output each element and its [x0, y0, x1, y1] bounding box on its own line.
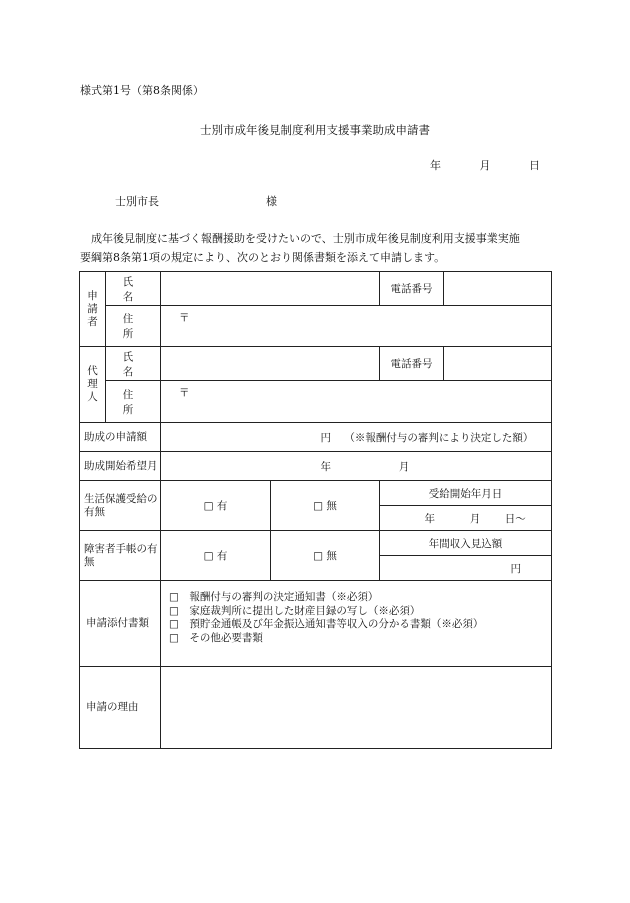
date-year: 年	[430, 159, 441, 172]
docs-checklist	[161, 581, 552, 667]
agent-label: 代理人	[80, 347, 106, 423]
body-line-2: 要綱第8条第1項の規定により、次のとおり関係書類を添えて申請します。	[80, 251, 446, 264]
reason-field[interactable]	[161, 667, 552, 749]
amount-field[interactable]	[161, 423, 552, 452]
agent-phone-label: 電話番号	[380, 347, 444, 381]
applicant-phone-label: 電話番号	[380, 272, 444, 306]
doc-item-1[interactable]: □ 報酬付与の審判の決定通知書（※必須）	[169, 591, 379, 603]
date-month: 月	[479, 159, 491, 172]
postal-mark: 〒	[179, 312, 190, 324]
form-number: 様式第1号（第8条関係）	[80, 84, 204, 97]
welfare-year: 年	[424, 512, 436, 525]
doc-item-2[interactable]: □ 家庭裁判所に提出した財産目録の写し（※必須）	[169, 604, 421, 617]
application-table	[79, 271, 552, 749]
postal-mark: 〒	[179, 387, 190, 399]
welfare-start-field[interactable]	[380, 506, 552, 531]
applicant-name-field[interactable]	[161, 272, 380, 306]
disability-label: 障害者手帳の有無	[80, 531, 161, 581]
welfare-label: 生活保護受給の有無	[80, 481, 161, 531]
date-line	[430, 157, 540, 173]
welfare-day: 日～	[504, 512, 526, 525]
income-label: 年間収入見込額	[380, 531, 552, 556]
addressee-name: 士別市長	[115, 195, 159, 208]
welfare-none-checkbox[interactable]: □ 無	[271, 481, 380, 531]
applicant-address-field[interactable]	[161, 306, 552, 347]
start-month: 月	[398, 460, 410, 473]
income-field[interactable]	[380, 556, 552, 581]
welfare-month: 月	[469, 512, 481, 525]
doc-item-3[interactable]: □ 預貯金通帳及び年金振込通知書等収入の分かる書類（※必須）	[169, 618, 484, 630]
start-year: 年	[320, 460, 331, 473]
agent-name-label: 氏 名	[106, 347, 161, 381]
disability-has-checkbox[interactable]: □ 有	[161, 531, 271, 581]
agent-address-label: 住 所	[106, 381, 161, 423]
agent-phone-field[interactable]	[444, 347, 552, 381]
reason-label: 申請の理由	[80, 667, 161, 749]
amount-unit: 円	[320, 431, 331, 444]
docs-label: 申請添付書類	[80, 581, 161, 667]
applicant-name-label: 氏 名	[106, 272, 161, 306]
disability-none-checkbox[interactable]: □ 無	[271, 531, 380, 581]
agent-name-field[interactable]	[161, 347, 380, 381]
applicant-address-label: 住 所	[106, 306, 161, 347]
date-day: 日	[529, 159, 540, 172]
amount-note: （※報酬付与の審判により決定した額）	[344, 431, 534, 444]
body-text	[80, 229, 555, 267]
body-line-1: 成年後見制度に基づく報酬援助を受けたいので、士別市成年後見制度利用支援事業実施	[91, 232, 520, 245]
welfare-start-label: 受給開始年月日	[380, 481, 552, 506]
income-unit: 円	[510, 562, 522, 575]
document-title: 士別市成年後見制度利用支援事業助成申請書	[200, 123, 430, 137]
start-month-label: 助成開始希望月	[80, 452, 161, 481]
applicant-label: 申請者	[80, 272, 106, 347]
applicant-phone-field[interactable]	[444, 272, 552, 306]
start-month-field[interactable]	[161, 452, 552, 481]
agent-address-field[interactable]	[161, 381, 552, 423]
addressee-honorific: 様	[266, 195, 277, 208]
amount-label: 助成の申請額	[80, 423, 161, 452]
doc-item-4[interactable]: □ その他必要書類	[169, 631, 263, 644]
welfare-has-checkbox[interactable]: □ 有	[161, 481, 271, 531]
